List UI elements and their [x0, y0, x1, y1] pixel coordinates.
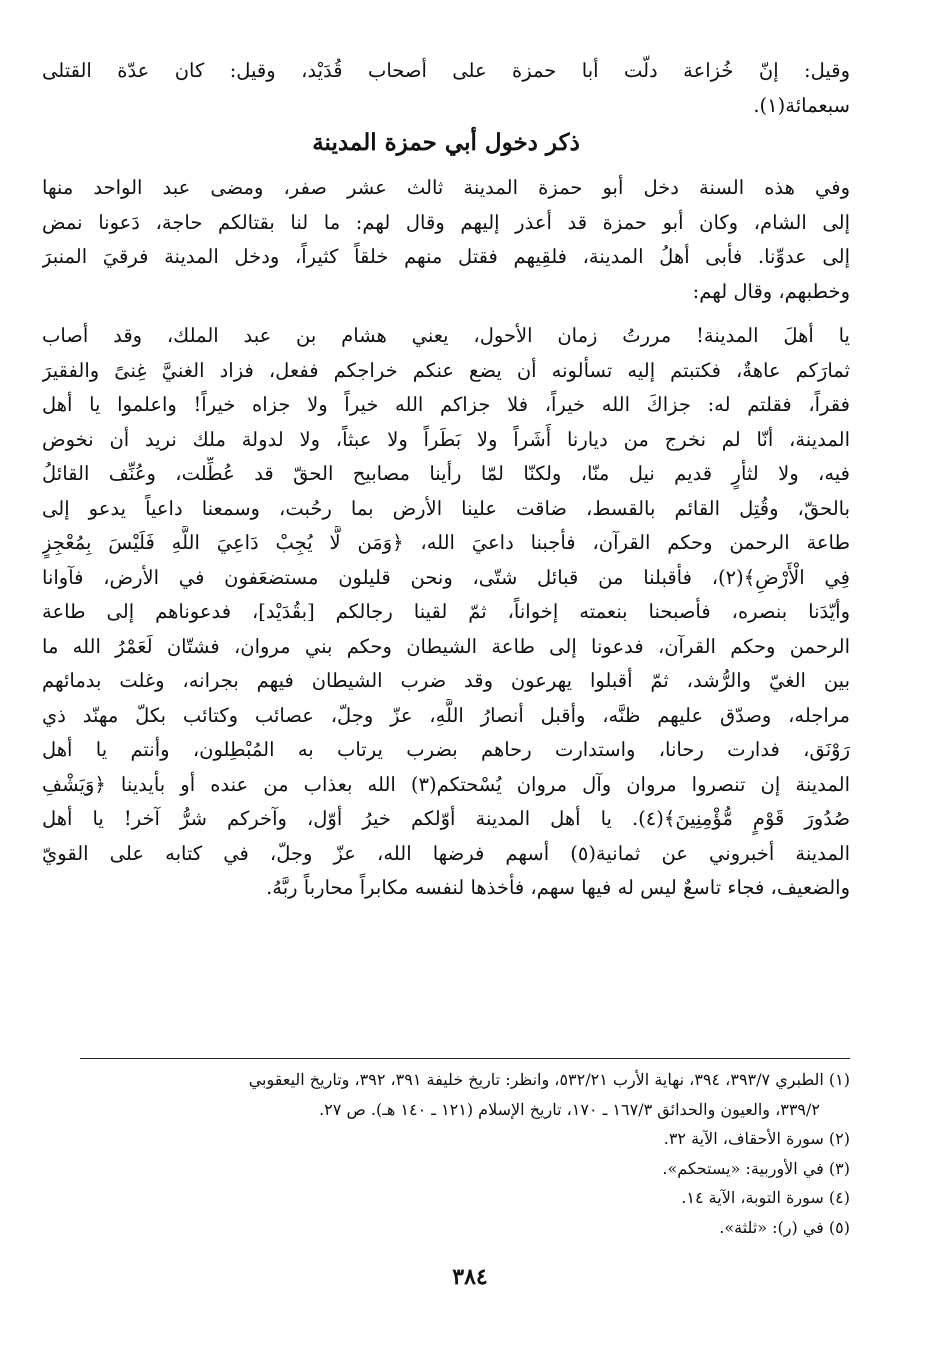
footnote: (٢) سورة الأحقاف، الآية ٣٢. — [663, 1129, 850, 1148]
text-line: والضعيف، فجاء تاسعٌ ليس له فيها سهم، فأخذها لنفسه مكابراً محارباً ربَّهُ. — [266, 876, 850, 899]
page-body — [42, 54, 850, 906]
footnote-continuation: ٣٣٩/٢، والعيون والحدائق ١٦٧/٣ ـ ١٧٠، تاريخ الإسلام (١٢١ ـ ١٤٠ هـ). ص ٢٧. — [319, 1099, 820, 1119]
text-line: يا أهلَ المدينة! مررتُ زمان الأحول، يعني هشام بن عبد الملك، وقد أصاب — [42, 324, 850, 347]
text-line: فيه، ولا لثأرٍ قديم نيل منّا، ولكنّا لمّا رأينا مصابيح الحقّ قد عُطِّلت، وعُنِّف القائلُ — [42, 462, 850, 485]
page-number: ٣٨٤ — [452, 1264, 488, 1290]
text-line: ثمارَكم عاهةٌ، فكتبتم إليه تسألونه أن يضع عنكم خراجكم ففعل، فزاد الغنيَّ غِنىً والفقيرَ — [42, 358, 850, 382]
text-line: بين الغيّ والرُّشد، ثمّ أقبلوا يهرعون وقد ضرب الشيطان فيهم بجرانه، وغلت بدمائهم — [42, 669, 850, 692]
text-line: وقيل: إنّ خُزاعة دلّت أبا حمزة على أصحاب قُدَيْد، وقيل: كان عدّة القتلى — [42, 59, 850, 82]
text-line: صُدُورَ قَوْمٍ مُّؤْمِنِينَ﴾(٤). يا أهل المدينة أوّلكم خيرُ أوّل، وآخركم شرُّ آخر! يا أهل — [42, 807, 850, 830]
text-line: إلى الشام، وكان أبو حمزة قد أعذر إليهم وقال لهم: ما لنا بقتالكم حاجة، دَعونا نمض — [42, 210, 850, 234]
text-line: المدينة، أنّا لم نخرج من ديارنا أَشَراً ولا بَطَراً ولا عبثاً، ولا لدولة ملك نريد أن نخوض — [42, 427, 850, 451]
text-line: المدينة أخبروني عن ثمانية(٥) أسهم فرضها الله، عزّ وجلّ، في كتابه على القويّ — [42, 841, 850, 865]
text-line: المدينة إن تنصروا مروان وآل مروان يُسْحتكم(٣) الله بعذاب من عنده أو بأيدينا ﴿وَيَشْفِ — [42, 772, 850, 796]
text-line: وخطبهم، وقال لهم: — [692, 279, 850, 303]
footnote: (١) الطبري ٣٩٣/٧، ٣٩٤، نهاية الأرب ٥٣٢/٢١، وانظر: تاريخ خليفة ٣٩١، ٣٩٢، وتاريخ اليعقوبي — [248, 1070, 850, 1089]
text-line: وأيّدَنا بنصره، فأصبحنا بنعمته إخواناً، ثمّ لقينا رجالكم [بقُدَيْد]، فدعوناهم إلى طاعة — [42, 600, 850, 623]
text-line: وفي هذه السنة دخل أبو حمزة المدينة ثالث عشر صفر، ومضى عبد الواحد منها — [42, 176, 850, 199]
text-line: بالحقّ، وقُتِل القائم بالقسط، ضاقت علينا الأرض بما رحُبت، وسمعنا داعياً يدعو إلى — [42, 496, 850, 520]
footnote: (٤) سورة التوبة، الآية ١٤. — [681, 1188, 850, 1207]
text-line: مراجله، وصدّق عليهم ظنَّه، وأقبل أنصارُ اللَّهِ، عزّ وجلّ، عصائب وكتائب بكلّ مهنّد ذي — [42, 703, 850, 727]
text-line: سبعمائة(١). — [753, 93, 850, 117]
text-line: إلى عدوِّنا. فأبى أهلُ المدينة، فلقِيهم فقتل منهم خلقاً كثيراً، ودخل المدينة فرقيَ المنبرَ — [42, 245, 850, 268]
footnote: (٥) في (ر): «ثلثة». — [719, 1217, 850, 1237]
text-line: رَوْنَق، فدارت رحانا، واستدارت رحاهم بضرب يرتاب به المُبْطِلون، وأنتم يا أهل — [42, 738, 850, 761]
text-line: فقراً، فقلتم له: جزاكَ الله خيراً، فلا جزاكم الله خيراً ولا جزاه خيراً! واعلموا يا أهل — [42, 393, 850, 416]
footnotes — [80, 1058, 850, 1242]
text-line: طاعة الرحمن وحكم القرآن، فأجبنا داعيَ الله، ﴿وَمَن لَّا يُجِبْ دَاعِيَ اللَّهِ فَلَيْسَ بِمُعْجِزٍ — [42, 531, 850, 554]
footnote: (٣) في الأوربية: «يستحكم». — [662, 1158, 850, 1178]
text-line: الرحمن وحكم القرآن، فدعونا إلى طاعة الشيطان وحكم بني مروان، فشتّان لَعَمْرُ الله ما — [42, 634, 850, 658]
paragraph — [42, 171, 850, 309]
section-heading: ذكر دخول أبي حمزة المدينة — [312, 129, 580, 156]
paragraph — [42, 319, 850, 906]
text-line: فِي الْأَرْضِ﴾(٢)، فأقبلنا من قبائل شتّى، ونحن قليلون مستضعَفون في الأرض، فآوانا — [42, 565, 850, 589]
